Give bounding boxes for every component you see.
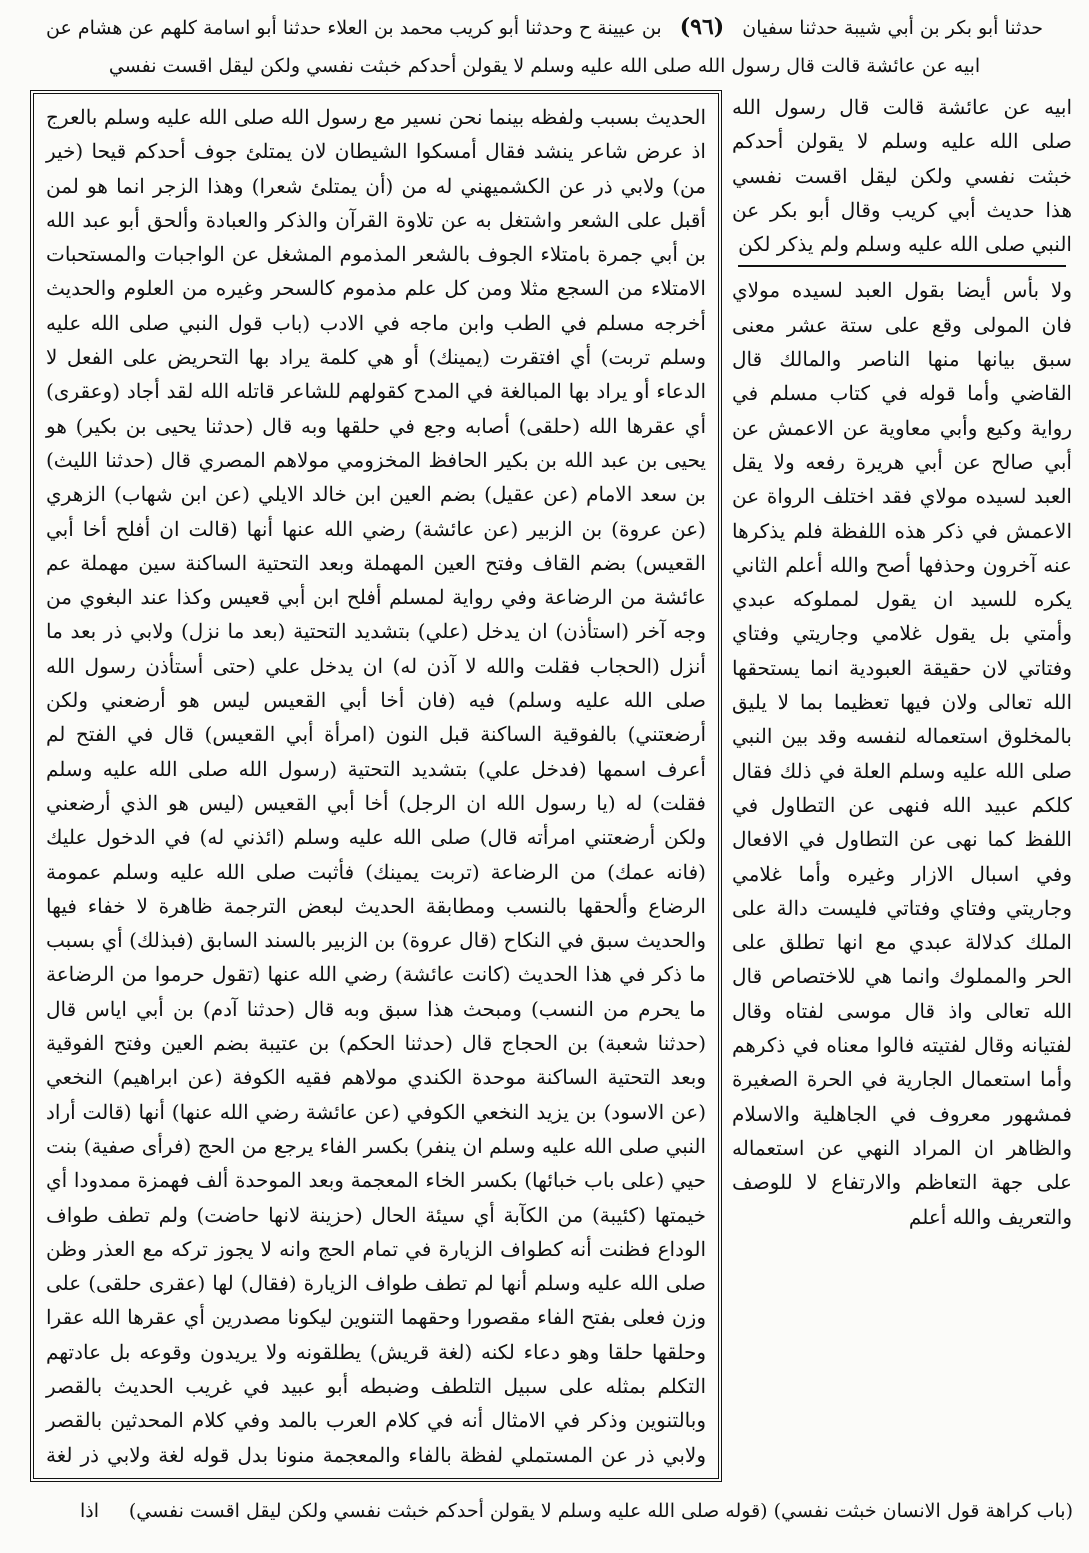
margin-hadith-text: ابيه عن عائشة قالت قال رسول الله صلى الله عليه وسلم لا يقولن أحدكم خبثت نفسي ولكن ليقل اقست نفسي هذا حديث أبي كريب وقال أبو بكر عن النبي صلى الله عليه وسلم ولم يذكر لكن [732, 95, 1072, 257]
catchword: اذا [80, 1500, 100, 1522]
footer-chapter-title: (باب كراهة قول الانسان خبثت نفسي) (قوله صلى الله عليه وسلم لا يقولن أحدكم خبثت نفسي ولكن ليقل اقست نفسي) [128, 1500, 1073, 1522]
commentary-text: الحديث بسبب ولفظه بينما نحن نسير مع رسول الله صلى الله عليه وسلم بالعرج اذ عرض شاعر ينشد فقال أمسكوا الشيطان لان يمتلئ جوف أحدكم قيحا (خير من) ولابي ذر عن الكشميهني له من (أن يمتلئ شعرا) وهذا الزجر انما هو لمن أقبل على الشعر واشتغل به عن تلاوة القرآن والذكر والعبادة وألحق أبو عبد الله بن أبي جمرة بامتلاء الجوف بالشعر المذموم المشغل عن الواجبات والمستحبات الامتلاء من السجع مثلا ومن كل علم مذموم كالسحر وغيره من العلوم والحديث أخرجه مسلم في الطب وابن ماجه في الادب (باب قول النبي صلى الله عليه وسلم تربت) أي افتقرت (يمينك) أو هي كلمة يراد بها التحريض على الفعل لا الدعاء أو يراد بها المبالغة في المدح كقولهم للشاعر قاتله الله لقد أجاد (وعقرى) أي عقرها الله (حلقى) أصابه وجع في حلقها وبه قال (حدثنا يحيى بن بكير) هو يحيى بن عبد الله بن بكير الحافظ المخزومي مولاهم المصري قال (حدثنا الليث) بن سعد الامام (عن عقيل) بضم العين ابن خالد الايلي (عن ابن شهاب) الزهري (عن عروة) بن الزبير (عن عائشة) رضي الله عنها أنها (قالت ان أفلح أخا أبي القعيس) بضم القاف وفتح العين المهملة وبعد التحتية الساكنة سين مهملة عم عائشة من الرضاعة وفي رواية لمسلم أفلح ابن أبي قعيس وكذا عند البغوي من وجه آخر (استأذن) ان يدخل (علي) بتشديد التحتية (بعد ما نزل) ولابي ذر بعد ما أنزل (الحجاب فقلت والله لا آذن له) ان يدخل علي (حتى أستأذن رسول الله صلى الله عليه وسلم) فيه (فان أخا أبي القعيس ليس هو أرضعني ولكن أرضعتني) بالفوقية الساكنة قبل النون (امرأة أبي القعيس) قال في الفتح لم أعرف اسمها (فدخل علي) بتشديد التحتية (رسول الله صلى الله عليه وسلم فقلت) له (يا رسول الله ان الرجل) أخا أبي القعيس (ليس هو الذي أرضعني ولكن أرضعتني امرأته قال) صلى الله عليه وسلم (ائذني له) في الدخول عليك (فانه عمك) من الرضاعة (تربت يمينك) فأثبت صلى الله عليه وسلم عمومة الرضاع وألحقها بالنسب ومطابقة الحديث لبعض الترجمة ظاهرة لا خفاء فيها والحديث سبق في النكاح (قال عروة) بن الزبير بالسند السابق (فبذلك) أي بسبب ما ذكر في هذا الحديث (كانت عائشة) رضي الله عنها (تقول حرموا من الرضاعة ما يحرم من النسب) ومبحث هذا سبق وبه قال (حدثنا آدم) بن أبي اياس قال (حدثنا شعبة) بن الحجاج قال (حدثنا الحكم) بن عتيبة بضم العين وفتح الفوقية وبعد التحتية الساكنة موحدة الكندي مولاهم فقيه الكوفة (عن ابراهيم) النخعي (عن الاسود) بن يزيد النخعي الكوفي (عن عائشة رضي الله عنها) أنها (قالت أراد النبي صلى الله عليه وسلم ان ينفر) بكسر الفاء يرجع من الحج (فرأى صفية) بنت حيي (على باب خبائها) بكسر الخاء المعجمة وبعد الموحدة ألف فهمزة ممدودا أي خيمتها (كئيبة) من الكآبة أي سيئة الحال (حزينة لانها حاضت) ولم تطف طواف الوداع فظنت أنه كطواف الزيارة في تمام الحج وانه لا يجوز تركه مع العذر وظن صلى الله عليه وسلم أنها لم تطف طواف الزيارة (فقال) لها (عقرى حلقى) على وزن فعلى بفتح الفاء مقصورا وحقهما التنوين ليكونا مصدرين أي عقرها الله عقرا وحلقها حلقا وهو دعاء لكنه (لغة قريش) يطلقونه ولا يريدون وقوعه بل عادتهم التكلم بمثله على سبيل التلطف وضبطه أبو عبيد في غريب الحديث بالقصر وبالتنوين وذكر في الامثال أنه في كلام العرب بالمد وفي كلام المحدثين بالقصر ولابي ذر عن المستملي لفظة بالفاء والمعجمة منونا بدل قوله لغة ولابي ذر لغة [46, 105, 706, 1467]
commentary-box [30, 90, 722, 1482]
page-number: (٩٦) [679, 14, 725, 40]
margin-commentary-text: ولا بأس أيضا بقول العبد لسيده مولاي فان المولى وقع على ستة عشر معنى سبق بيانها منها الناصر والمالك قال القاضي وأما قوله في كتاب مسلم في رواية وكيع وأبي معاوية عن الاعمش عن أبي صالح عن أبي هريرة رفعه ولا يقل العبد لسيده مولاي فقد اختلف الرواة عن الاعمش في ذكر هذه اللفظة فلم يذكرها عنه آخرون وحذفها أصح والله أعلم الثاني يكره للسيد ان يقول لمملوكه عبدي وأمتي بل يقول غلامي وجاريتي وفتاي وفتاتي لان حقيقة العبودية انما يستحقها الله تعالى ولان فيها تعظيما بما لا يليق بالمخلوق استعماله لنفسه وقد بين النبي صلى الله عليه وسلم العلة في ذلك فقال كلكم عبيد الله فنهى عن التطاول في اللفظ كما نهى عن التطاول في الافعال وفي اسبال الازار وغيره وأما غلامي وجاريتي وفتاي وفتاتي فليست دالة على الملك كدلالة عبدي مع انها تطلق على الحر والمملوك وانما هي للاختصاص قال الله تعالى واذ قال موسى لفتاه وقال لفتيانه وقال لفتيته فالوا معناه في ذكرهم وأما استعمال الجارية في الحرة الصغيرة فمشهور معروف في الجاهلية والاسلام والظاهر ان المراد النهي عن استعماله على جهة التعاظم والارتفاع لا للوصف والتعريف والله أعلم [732, 278, 1072, 1229]
page-footer [16, 1492, 1073, 1532]
header-right-text: حدثنا أبو بكر بن أبي شيبة حدثنا سفيان [742, 17, 1043, 39]
margin-divider [738, 265, 1066, 267]
header-left-text: بن عيينة ح وحدثنا أبو كريب محمد بن العلاء حدثنا أبو اسامة كلهم عن هشام عن [46, 17, 662, 39]
page-header [16, 8, 1073, 88]
margin-column [732, 90, 1072, 1482]
header-second-line: ابيه عن عائشة قالت قال رسول الله صلى الله عليه وسلم لا يقولن أحدكم خبثت نفسي ولكن ليقل اقست نفسي [108, 55, 981, 77]
